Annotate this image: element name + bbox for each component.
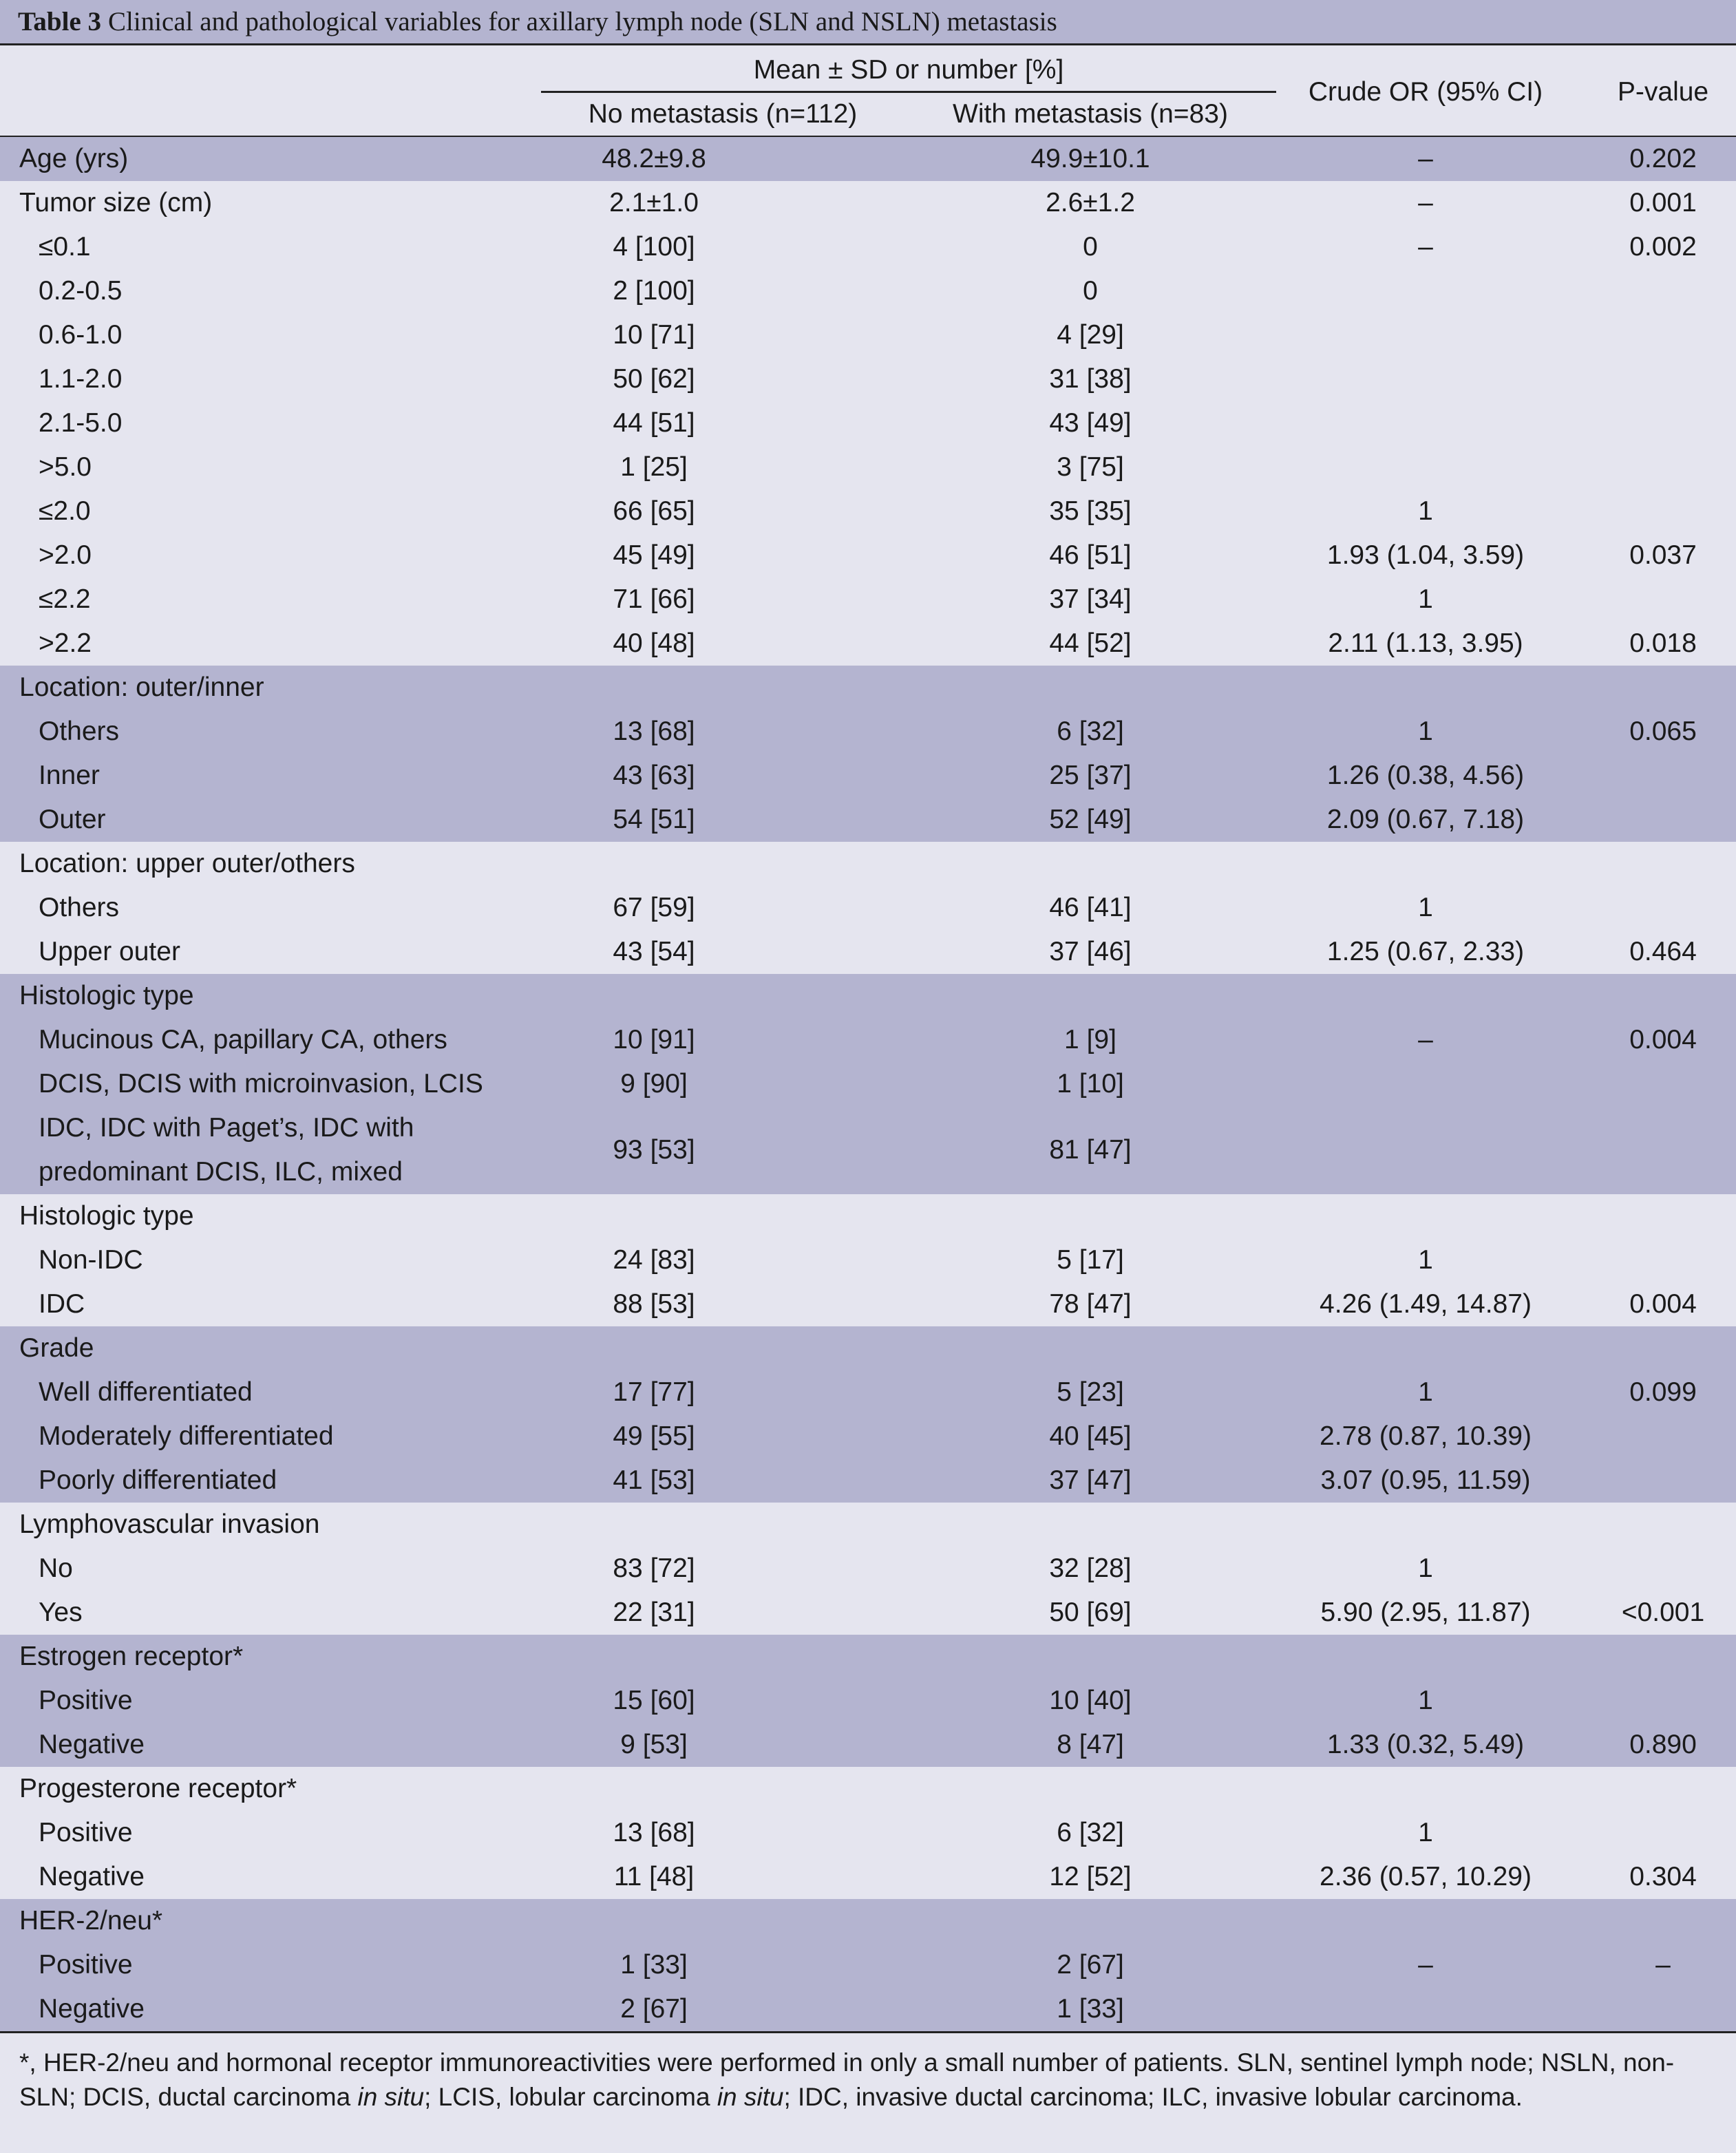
row-label: Positive bbox=[39, 1950, 133, 1980]
with-metastasis-cell: 4 [29] bbox=[1057, 320, 1124, 350]
p-value-cell bbox=[1590, 1503, 1736, 1547]
p-value-cell: – bbox=[1655, 1950, 1671, 1980]
no-metastasis-cell: 2.1±1.0 bbox=[609, 188, 699, 218]
row-label: DCIS, DCIS with microinvasion, LCIS bbox=[39, 1069, 483, 1099]
no-metastasis-cell: 49 [55] bbox=[613, 1421, 695, 1451]
with-metastasis-cell: 1 [10] bbox=[1057, 1069, 1124, 1099]
row-label: HER-2/neu* bbox=[19, 1906, 163, 1935]
crude-or-cell: 2.78 (0.87, 10.39) bbox=[1320, 1421, 1532, 1451]
crude-or-cell bbox=[1260, 1128, 1591, 1172]
table-row bbox=[0, 1238, 1736, 1282]
row-label: IDC, IDC with Paget’s, IDC with predominant DCIS, ILC, mixed bbox=[39, 1113, 414, 1187]
crude-or-cell: 1 bbox=[1418, 584, 1433, 614]
with-metastasis-cell bbox=[904, 974, 1276, 1018]
p-value-cell bbox=[1590, 974, 1736, 1018]
table-row bbox=[0, 1767, 1736, 1811]
no-metastasis-cell bbox=[541, 1326, 767, 1370]
p-value-cell bbox=[1590, 1635, 1736, 1679]
table-row bbox=[0, 313, 1736, 357]
row-label: 0.2-0.5 bbox=[39, 276, 123, 306]
crude-or-cell: 1.25 (0.67, 2.33) bbox=[1326, 937, 1525, 966]
with-metastasis-cell: 37 [34] bbox=[1049, 584, 1132, 614]
with-metastasis-cell: 40 [45] bbox=[1049, 1421, 1132, 1451]
crude-or-cell: 1 bbox=[1418, 1553, 1433, 1583]
with-metastasis-header: With metastasis (n=83) bbox=[953, 99, 1228, 129]
p-value-cell bbox=[1590, 842, 1736, 886]
p-value-cell bbox=[1590, 445, 1736, 489]
no-metastasis-cell: 43 [63] bbox=[613, 761, 695, 790]
row-label: Outer bbox=[39, 805, 106, 834]
no-metastasis-cell: 54 [51] bbox=[613, 805, 695, 834]
table-row bbox=[0, 754, 1736, 798]
table-row bbox=[0, 577, 1736, 622]
with-metastasis-cell: 35 [35] bbox=[1049, 496, 1132, 526]
footnote-italic-2: in situ bbox=[717, 2083, 784, 2111]
p-value-cell: 0.002 bbox=[1629, 232, 1697, 262]
row-label: Well differentiated bbox=[39, 1377, 253, 1407]
table-row bbox=[0, 1855, 1736, 1899]
no-metastasis-cell bbox=[541, 1767, 767, 1811]
row-label: Location: upper outer/others bbox=[19, 849, 355, 878]
row-label: Positive bbox=[39, 1686, 133, 1715]
table-row bbox=[0, 1547, 1736, 1591]
table-row bbox=[0, 1591, 1736, 1635]
crude-or-cell: 3.07 (0.95, 11.59) bbox=[1320, 1465, 1531, 1495]
row-label: 2.1-5.0 bbox=[39, 408, 123, 438]
table-row bbox=[0, 1811, 1736, 1855]
p-value-cell bbox=[1590, 1899, 1736, 1943]
row-label: Grade bbox=[19, 1333, 94, 1363]
with-metastasis-cell: 6 [32] bbox=[1057, 717, 1124, 746]
with-metastasis-cell: 1 [9] bbox=[1064, 1025, 1116, 1054]
no-metastasis-cell bbox=[541, 842, 767, 886]
with-metastasis-cell: 2 [67] bbox=[1057, 1950, 1124, 1980]
no-metastasis-cell: 15 [60] bbox=[613, 1686, 695, 1715]
p-value-cell: 0.004 bbox=[1629, 1025, 1697, 1054]
no-metastasis-cell: 1 [33] bbox=[620, 1950, 688, 1980]
table-row bbox=[0, 1459, 1736, 1503]
with-metastasis-cell: 44 [52] bbox=[1049, 628, 1132, 658]
crude-or-cell bbox=[1260, 357, 1591, 401]
no-metastasis-cell: 22 [31] bbox=[613, 1598, 695, 1627]
no-metastasis-cell: 13 [68] bbox=[613, 717, 695, 746]
p-value-cell bbox=[1590, 1062, 1736, 1106]
p-value-cell bbox=[1590, 313, 1736, 357]
with-metastasis-cell: 0 bbox=[1083, 232, 1098, 262]
no-metastasis-cell: 50 [62] bbox=[613, 364, 695, 394]
with-metastasis-cell: 46 [51] bbox=[1049, 540, 1132, 570]
crude-or-cell: 2.36 (0.57, 10.29) bbox=[1320, 1862, 1532, 1891]
row-label: Progesterone receptor* bbox=[19, 1774, 297, 1803]
no-metastasis-cell: 45 [49] bbox=[613, 540, 695, 570]
crude-or-cell: 2.11 (1.13, 3.95) bbox=[1328, 628, 1523, 658]
no-metastasis-cell: 93 [53] bbox=[613, 1135, 695, 1165]
with-metastasis-cell: 5 [17] bbox=[1057, 1245, 1124, 1275]
table-row bbox=[0, 1679, 1736, 1723]
table-row bbox=[0, 445, 1736, 489]
with-metastasis-cell: 43 [49] bbox=[1049, 408, 1132, 438]
no-metastasis-cell: 41 [53] bbox=[613, 1465, 695, 1495]
table-row bbox=[0, 1370, 1736, 1414]
p-value-cell bbox=[1590, 489, 1736, 533]
p-value-cell bbox=[1590, 1547, 1736, 1591]
crude-or-cell: – bbox=[1418, 1025, 1433, 1054]
with-metastasis-cell bbox=[904, 1635, 1276, 1679]
no-metastasis-cell: 44 [51] bbox=[613, 408, 695, 438]
row-label: Negative bbox=[39, 1730, 145, 1759]
table-row bbox=[0, 225, 1736, 269]
row-label: Lymphovascular invasion bbox=[19, 1509, 320, 1539]
crude-or-cell: 1 bbox=[1418, 1818, 1433, 1847]
crude-or-cell bbox=[1260, 1062, 1591, 1106]
p-value-cell: 0.004 bbox=[1629, 1289, 1697, 1319]
with-metastasis-cell: 6 [32] bbox=[1057, 1818, 1124, 1847]
group-header-rule bbox=[541, 91, 1276, 93]
table-row bbox=[0, 666, 1736, 710]
table-row bbox=[0, 533, 1736, 577]
no-metastasis-header: No metastasis (n=112) bbox=[588, 99, 858, 129]
p-value-cell: 0.065 bbox=[1629, 717, 1697, 746]
table-body bbox=[0, 137, 1736, 2031]
crude-or-cell: 1.93 (1.04, 3.59) bbox=[1326, 540, 1525, 570]
no-metastasis-cell bbox=[541, 1899, 767, 1943]
crude-or-cell: 1 bbox=[1418, 496, 1433, 526]
table-row bbox=[0, 181, 1736, 225]
crude-or-cell: 1 bbox=[1418, 1245, 1433, 1275]
table-row bbox=[0, 842, 1736, 886]
p-value-cell bbox=[1590, 1238, 1736, 1282]
crude-or-cell bbox=[1260, 974, 1591, 1018]
with-metastasis-cell: 32 [28] bbox=[1049, 1553, 1132, 1583]
crude-or-cell: 1 bbox=[1418, 1377, 1433, 1407]
crude-or-cell: – bbox=[1418, 188, 1433, 218]
p-value-cell bbox=[1590, 1128, 1736, 1172]
p-value-cell bbox=[1590, 357, 1736, 401]
footnote-text-3: ; IDC, invasive ductal carcinoma; ILC, invasive lobular carcinoma. bbox=[783, 2083, 1523, 2111]
table-row bbox=[0, 489, 1736, 533]
row-label: Inner bbox=[39, 761, 100, 790]
p-value-cell bbox=[1590, 1194, 1736, 1238]
with-metastasis-cell: 78 [47] bbox=[1049, 1289, 1132, 1319]
p-value-cell bbox=[1590, 1679, 1736, 1723]
table-row bbox=[0, 1635, 1736, 1679]
no-metastasis-cell: 9 [53] bbox=[620, 1730, 688, 1759]
p-value-cell bbox=[1590, 666, 1736, 710]
row-label: Others bbox=[39, 717, 120, 746]
row-label: No bbox=[39, 1553, 73, 1583]
row-label: Tumor size (cm) bbox=[19, 188, 213, 218]
table-row bbox=[0, 1723, 1736, 1767]
row-label: ≤2.0 bbox=[39, 496, 91, 526]
footnote-italic-1: in situ bbox=[357, 2083, 425, 2111]
crude-or-cell bbox=[1260, 313, 1591, 357]
row-label: Non-IDC bbox=[39, 1245, 143, 1275]
p-value-cell bbox=[1590, 269, 1736, 313]
table-row bbox=[0, 1987, 1736, 2031]
crude-or-cell bbox=[1260, 1503, 1591, 1547]
with-metastasis-cell: 12 [52] bbox=[1049, 1862, 1132, 1891]
p-value-cell: <0.001 bbox=[1621, 1598, 1705, 1627]
row-label: ≤2.2 bbox=[39, 584, 91, 614]
row-label: Positive bbox=[39, 1818, 133, 1847]
with-metastasis-cell: 46 [41] bbox=[1049, 893, 1132, 922]
row-label: IDC bbox=[39, 1289, 85, 1319]
no-metastasis-cell bbox=[541, 666, 767, 710]
no-metastasis-cell: 4 [100] bbox=[613, 232, 695, 262]
with-metastasis-cell: 25 [37] bbox=[1049, 761, 1132, 790]
table-row bbox=[0, 1503, 1736, 1547]
no-metastasis-cell: 48.2±9.8 bbox=[602, 144, 706, 173]
no-metastasis-cell: 9 [90] bbox=[620, 1069, 688, 1099]
group-header: Mean ± SD or number [%] bbox=[753, 55, 1064, 85]
table-row bbox=[0, 269, 1736, 313]
table-footnote bbox=[0, 2031, 1736, 2153]
p-value-cell bbox=[1590, 1459, 1736, 1503]
no-metastasis-cell: 2 [100] bbox=[613, 276, 695, 306]
table-row bbox=[0, 1326, 1736, 1370]
with-metastasis-cell: 52 [49] bbox=[1049, 805, 1132, 834]
no-metastasis-cell bbox=[541, 1635, 767, 1679]
no-metastasis-cell: 40 [48] bbox=[613, 628, 695, 658]
no-metastasis-cell: 10 [71] bbox=[613, 320, 695, 350]
table-row bbox=[0, 401, 1736, 445]
p-value-cell: 0.304 bbox=[1629, 1862, 1697, 1891]
no-metastasis-cell: 43 [54] bbox=[613, 937, 695, 966]
table-row bbox=[0, 1282, 1736, 1326]
with-metastasis-cell bbox=[904, 842, 1276, 886]
with-metastasis-cell: 31 [38] bbox=[1049, 364, 1132, 394]
crude-or-cell bbox=[1260, 842, 1591, 886]
row-label: 1.1-2.0 bbox=[39, 364, 123, 394]
crude-or-cell: 1.26 (0.38, 4.56) bbox=[1326, 761, 1525, 790]
p-value-cell: 0.018 bbox=[1629, 628, 1697, 658]
row-label: 0.6-1.0 bbox=[39, 320, 123, 350]
with-metastasis-cell: 81 [47] bbox=[1049, 1135, 1132, 1165]
p-value-cell bbox=[1590, 577, 1736, 622]
table-row bbox=[0, 357, 1736, 401]
crude-or-cell bbox=[1260, 1326, 1591, 1370]
no-metastasis-cell bbox=[541, 1194, 767, 1238]
crude-or-cell bbox=[1260, 269, 1591, 313]
no-metastasis-cell: 71 [66] bbox=[613, 584, 695, 614]
with-metastasis-cell: 5 [23] bbox=[1057, 1377, 1124, 1407]
row-label: Yes bbox=[39, 1598, 83, 1627]
crude-or-cell: 4.26 (1.49, 14.87) bbox=[1320, 1289, 1532, 1319]
row-label: >5.0 bbox=[39, 452, 92, 482]
table-row bbox=[0, 1943, 1736, 1987]
p-value-cell bbox=[1590, 1414, 1736, 1459]
row-label: Negative bbox=[39, 1994, 145, 2024]
no-metastasis-cell: 88 [53] bbox=[613, 1289, 695, 1319]
row-label: Upper outer bbox=[39, 937, 180, 966]
crude-or-cell bbox=[1260, 1987, 1591, 2031]
table-row bbox=[0, 137, 1736, 181]
with-metastasis-cell: 49.9±10.1 bbox=[1030, 144, 1150, 173]
p-value-cell: 0.202 bbox=[1629, 144, 1697, 173]
table-caption: Clinical and pathological variables for axillary lymph node (SLN and NSLN) metastasis bbox=[108, 7, 1057, 36]
crude-or-cell: – bbox=[1418, 1950, 1433, 1980]
crude-or-cell: – bbox=[1418, 144, 1433, 173]
row-label: Mucinous CA, papillary CA, others bbox=[39, 1025, 447, 1054]
no-metastasis-cell bbox=[541, 1503, 767, 1547]
table-row bbox=[0, 930, 1736, 974]
with-metastasis-cell bbox=[904, 666, 1276, 710]
table-row bbox=[0, 886, 1736, 930]
p-value-cell: 0.099 bbox=[1629, 1377, 1697, 1407]
p-value-cell bbox=[1590, 1811, 1736, 1855]
table-row bbox=[0, 1106, 1736, 1194]
no-metastasis-cell: 10 [91] bbox=[613, 1025, 695, 1054]
with-metastasis-cell: 8 [47] bbox=[1057, 1730, 1124, 1759]
p-value-cell bbox=[1590, 754, 1736, 798]
row-label: >2.0 bbox=[39, 540, 92, 570]
table-row bbox=[0, 1194, 1736, 1238]
crude-or-cell bbox=[1260, 1899, 1591, 1943]
row-label: Negative bbox=[39, 1862, 145, 1891]
no-metastasis-cell: 17 [77] bbox=[613, 1377, 695, 1407]
crude-or-cell: 2.09 (0.67, 7.18) bbox=[1326, 805, 1525, 834]
row-label: Location: outer/inner bbox=[19, 672, 264, 702]
no-metastasis-cell: 13 [68] bbox=[613, 1818, 695, 1847]
table-row bbox=[0, 974, 1736, 1018]
row-label: Moderately differentiated bbox=[39, 1421, 334, 1451]
table-row bbox=[0, 798, 1736, 842]
with-metastasis-cell bbox=[904, 1503, 1276, 1547]
p-value-cell bbox=[1590, 1326, 1736, 1370]
with-metastasis-cell: 37 [47] bbox=[1049, 1465, 1132, 1495]
with-metastasis-cell: 50 [69] bbox=[1049, 1598, 1132, 1627]
crude-or-cell bbox=[1260, 666, 1591, 710]
table-number: Table 3 bbox=[18, 7, 102, 36]
crude-or-cell bbox=[1260, 1767, 1591, 1811]
row-label: Others bbox=[39, 893, 120, 922]
p-value-cell: 0.037 bbox=[1629, 540, 1697, 570]
with-metastasis-cell: 10 [40] bbox=[1049, 1686, 1132, 1715]
crude-or-cell: 1 bbox=[1418, 717, 1433, 746]
no-metastasis-cell: 67 [59] bbox=[613, 893, 695, 922]
p-value-cell: 0.464 bbox=[1629, 937, 1697, 966]
row-label: Age (yrs) bbox=[19, 144, 129, 173]
with-metastasis-cell bbox=[904, 1899, 1276, 1943]
row-label: Estrogen receptor* bbox=[19, 1642, 244, 1671]
with-metastasis-cell bbox=[904, 1194, 1276, 1238]
crude-or-cell: 1.33 (0.32, 5.49) bbox=[1326, 1730, 1525, 1759]
crude-or-cell: 1 bbox=[1418, 1686, 1433, 1715]
p-value-cell: 0.890 bbox=[1629, 1730, 1697, 1759]
with-metastasis-cell: 3 [75] bbox=[1057, 452, 1124, 482]
p-value-cell: 0.001 bbox=[1629, 188, 1697, 218]
with-metastasis-cell: 37 [46] bbox=[1049, 937, 1132, 966]
with-metastasis-cell: 2.6±1.2 bbox=[1046, 188, 1135, 218]
row-label: ≤0.1 bbox=[39, 232, 91, 262]
with-metastasis-cell bbox=[904, 1326, 1276, 1370]
row-label: >2.2 bbox=[39, 628, 92, 658]
p-value-header: P-value bbox=[1617, 77, 1709, 107]
no-metastasis-cell: 66 [65] bbox=[613, 496, 695, 526]
table-row bbox=[0, 1414, 1736, 1459]
with-metastasis-cell bbox=[904, 1767, 1276, 1811]
crude-or-header: Crude OR (95% CI) bbox=[1308, 77, 1543, 107]
table-row bbox=[0, 1018, 1736, 1062]
crude-or-cell: 5.90 (2.95, 11.87) bbox=[1320, 1598, 1531, 1627]
crude-or-cell: – bbox=[1418, 232, 1433, 262]
p-value-cell bbox=[1590, 1767, 1736, 1811]
no-metastasis-cell: 2 [67] bbox=[620, 1994, 688, 2024]
row-label: Poorly differentiated bbox=[39, 1465, 277, 1495]
p-value-cell bbox=[1590, 798, 1736, 842]
row-label: Histologic type bbox=[19, 981, 194, 1010]
no-metastasis-cell bbox=[541, 974, 767, 1018]
no-metastasis-cell: 83 [72] bbox=[613, 1553, 695, 1583]
row-label: Histologic type bbox=[19, 1201, 194, 1231]
table-header bbox=[0, 45, 1736, 137]
footnote-text-1: *, HER-2/neu and hormonal receptor immunoreactivities were performed in only a small number of patients. SLN, sentinel lymph node; NSLN, non-SLN; DCIS, ductal carcinoma bbox=[19, 2048, 1675, 2111]
table-row bbox=[0, 1899, 1736, 1943]
table-title bbox=[0, 0, 1736, 45]
with-metastasis-cell: 1 [33] bbox=[1057, 1994, 1124, 2024]
crude-or-cell bbox=[1260, 1194, 1591, 1238]
table-row bbox=[0, 710, 1736, 754]
crude-or-cell bbox=[1260, 445, 1591, 489]
crude-or-cell bbox=[1260, 401, 1591, 445]
crude-or-cell: 1 bbox=[1418, 893, 1433, 922]
table-row bbox=[0, 622, 1736, 666]
p-value-cell bbox=[1590, 401, 1736, 445]
no-metastasis-cell: 1 [25] bbox=[620, 452, 688, 482]
table-row bbox=[0, 1062, 1736, 1106]
no-metastasis-cell: 11 [48] bbox=[613, 1862, 695, 1891]
no-metastasis-cell: 24 [83] bbox=[613, 1245, 695, 1275]
with-metastasis-cell: 0 bbox=[1083, 276, 1098, 306]
p-value-cell bbox=[1590, 1987, 1736, 2031]
p-value-cell bbox=[1590, 886, 1736, 930]
crude-or-cell bbox=[1260, 1635, 1591, 1679]
footnote-text-2: ; LCIS, lobular carcinoma bbox=[424, 2083, 717, 2111]
